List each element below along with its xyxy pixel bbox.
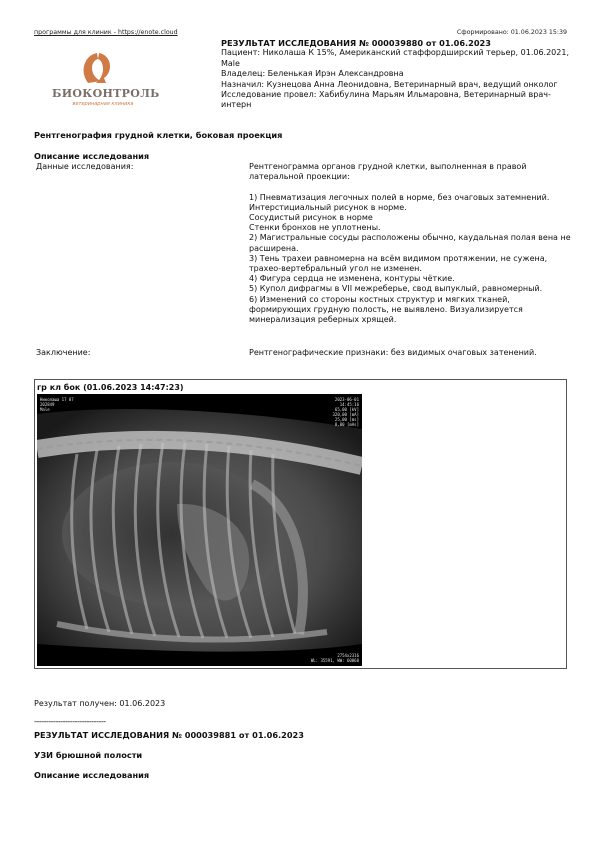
overlay-right-line: 65,00 [kV] bbox=[334, 407, 359, 412]
overlay-right-line: 14:45:16 bbox=[339, 402, 359, 407]
overlay-left-line: Male bbox=[40, 407, 50, 412]
data-line: 3) Тень трахеи равномерна на всём видимом протяжении, не сужена, трахео-вертебральный угол не изменен. bbox=[249, 253, 548, 274]
xray-image[interactable] bbox=[37, 394, 362, 666]
next-description-title: Описание исследования bbox=[34, 770, 150, 780]
logo-name: БИОКОНТРОЛЬ bbox=[52, 87, 160, 100]
data-line: Сосудистый рисунок в норме bbox=[249, 213, 373, 222]
result-received: Результат получен: 01.06.2023 bbox=[34, 699, 166, 708]
data-line: Стенки бронхов не уплотнены. bbox=[249, 223, 381, 233]
clinic-logo bbox=[52, 50, 160, 112]
next-study-name: УЗИ брюшной полости bbox=[34, 750, 143, 760]
overlay-left-line: 202849 bbox=[40, 402, 55, 407]
overlay-right-line: 25,00 [ms] bbox=[334, 417, 359, 422]
dog-logo-icon bbox=[52, 50, 144, 86]
data-line: Интерстициальный рисунок в норме. bbox=[249, 202, 407, 212]
source-link[interactable]: программы для клиник - https://enote.cloud bbox=[34, 29, 178, 36]
conclusion-value: Рентгенографические признаки: без видимых очаговых затенений. bbox=[249, 348, 537, 357]
logo-subtitle: ветеринарная клиника bbox=[72, 101, 134, 107]
description-title: Описание исследования bbox=[34, 151, 150, 161]
report-title: РЕЗУЛЬТАТ ИССЛЕДОВАНИЯ № 000039880 от 01.06.2023 bbox=[221, 38, 491, 48]
owner-info: Владелец: Беленькая Ирэн Александровна bbox=[221, 69, 404, 79]
data-label: Данные исследования: bbox=[36, 162, 134, 171]
study-name: Рентгенография грудной клетки, боковая проекция bbox=[34, 130, 283, 140]
data-intro: Рентгенограмма органов грудной клетки, выполненная в правой латеральной проекции: bbox=[249, 162, 527, 182]
overlay-bottom-line: 2754x2316 bbox=[337, 653, 359, 658]
overlay-left-line: Николаша 17 07 bbox=[40, 397, 74, 402]
overlay-right-line: 320,00 [mA] bbox=[332, 412, 359, 417]
data-line: 4) Фигура сердца не изменена, контуры чёткие. bbox=[249, 274, 455, 284]
overlay-right-line: 2023-06-01 bbox=[334, 397, 359, 402]
data-line: 1) Пневматизация легочных полей в норме, без очаговых затемнений. bbox=[249, 192, 550, 202]
overlay-right-line: 8,00 [mAs] bbox=[334, 422, 359, 427]
data-line: 6) Изменений со стороны костных структур и мягких тканей, формирующих грудную полость, не выявлено. Визуализируется минерализация реберных хрящей. bbox=[249, 294, 523, 325]
assigned-info: Назначил: Кузнецова Анна Леонидовна, Ветеринарный врач, ведущий онколог bbox=[221, 79, 558, 89]
xray-picture bbox=[37, 394, 362, 666]
overlay-bottom-line: WL: 35591, WW: 60068 bbox=[310, 658, 359, 663]
image-frame bbox=[34, 379, 567, 669]
header-block bbox=[221, 38, 569, 111]
next-report-title: РЕЗУЛЬТАТ ИССЛЕДОВАНИЯ № 000039881 от 01.06.2023 bbox=[34, 730, 304, 740]
separator: ------------------------------ bbox=[34, 717, 106, 726]
patient-info: Пациент: Николаша К 15%, Американский стаффордширский терьер, 01.06.2021, Male bbox=[221, 48, 569, 68]
data-line: 2) Магистральные сосуды расположены обычно, каудальная полая вена не расширена. bbox=[249, 233, 571, 253]
conclusion-label: Заключение: bbox=[36, 348, 91, 357]
data-value bbox=[249, 162, 571, 325]
image-caption: гр кл бок (01.06.2023 14:47:23) bbox=[37, 383, 184, 392]
performed-info: Исследование провел: Хабибулина Марьям Ильмаровна, Ветеринарный врач-интерн bbox=[221, 90, 551, 110]
generated-timestamp: Сформировано: 01.06.2023 15:39 bbox=[456, 29, 567, 36]
data-line: 5) Купол дифрагмы в VII межреберье, свод выпуклый, равномерный. bbox=[249, 284, 543, 294]
